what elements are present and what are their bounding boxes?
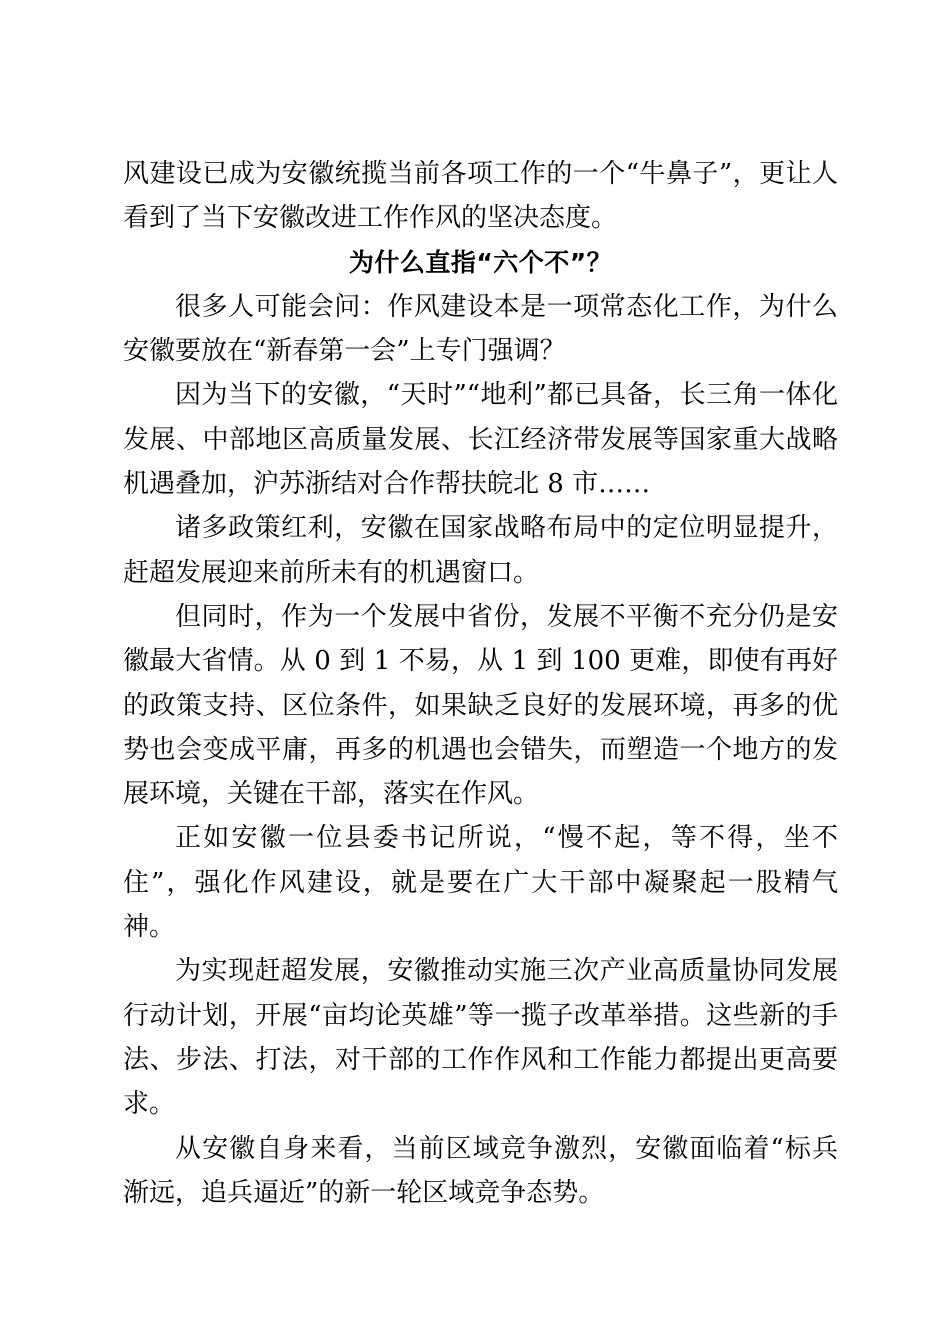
paragraph: 正如安徽一位县委书记所说，“慢不起，等不得，坐不住”，强化作风建设，就是要在广大干部中凝聚起一股精气神。 bbox=[123, 823, 838, 943]
paragraph-continuation: 风建设已成为安徽统揽当前各项工作的一个“牛鼻子”，更让人看到了当下安徽改进工作作风的坚决态度。 bbox=[123, 159, 838, 234]
section-heading: 为什么直指“六个不”？ bbox=[348, 247, 613, 277]
paragraph: 诸多政策红利，安徽在国家战略布局中的定位明显提升，赶超发展迎来前所未有的机遇窗口。 bbox=[123, 513, 838, 588]
paragraph: 很多人可能会问：作风建设本是一项常态化工作，为什么安徽要放在“新春第一会”上专门强调？ bbox=[123, 291, 838, 367]
document-body bbox=[123, 152, 838, 1215]
paragraph: 从安徽自身来看，当前区域竞争激烈，安徽面临着“标兵渐远，追兵逼近”的新一轮区域竞争态势。 bbox=[123, 1133, 838, 1208]
paragraph: 但同时，作为一个发展中省份，发展不平衡不充分仍是安徽最大省情。从 0 到 1 不易，从 1 到 100 更难，即使有再好的政策支持、区位条件，如果缺乏良好的发展环境，再多的优势也会变成平庸，再多的机遇也会错失，而塑造一个地方的发展环境，关键在干部，落实在作风。 bbox=[123, 601, 838, 810]
paragraph: 为实现赶超发展，安徽推动实施三次产业高质量协同发展行动计划，开展“亩均论英雄”等一揽子改革举措。这些新的手法、步法、打法，对干部的工作作风和工作能力都提出更高要求。 bbox=[123, 956, 838, 1120]
paragraph: 因为当下的安徽，“天时”“地利”都已具备，长三角一体化发展、中部地区高质量发展、长江经济带发展等国家重大战略机遇叠加，沪苏浙结对合作帮扶皖北 8 市…… bbox=[123, 380, 838, 500]
